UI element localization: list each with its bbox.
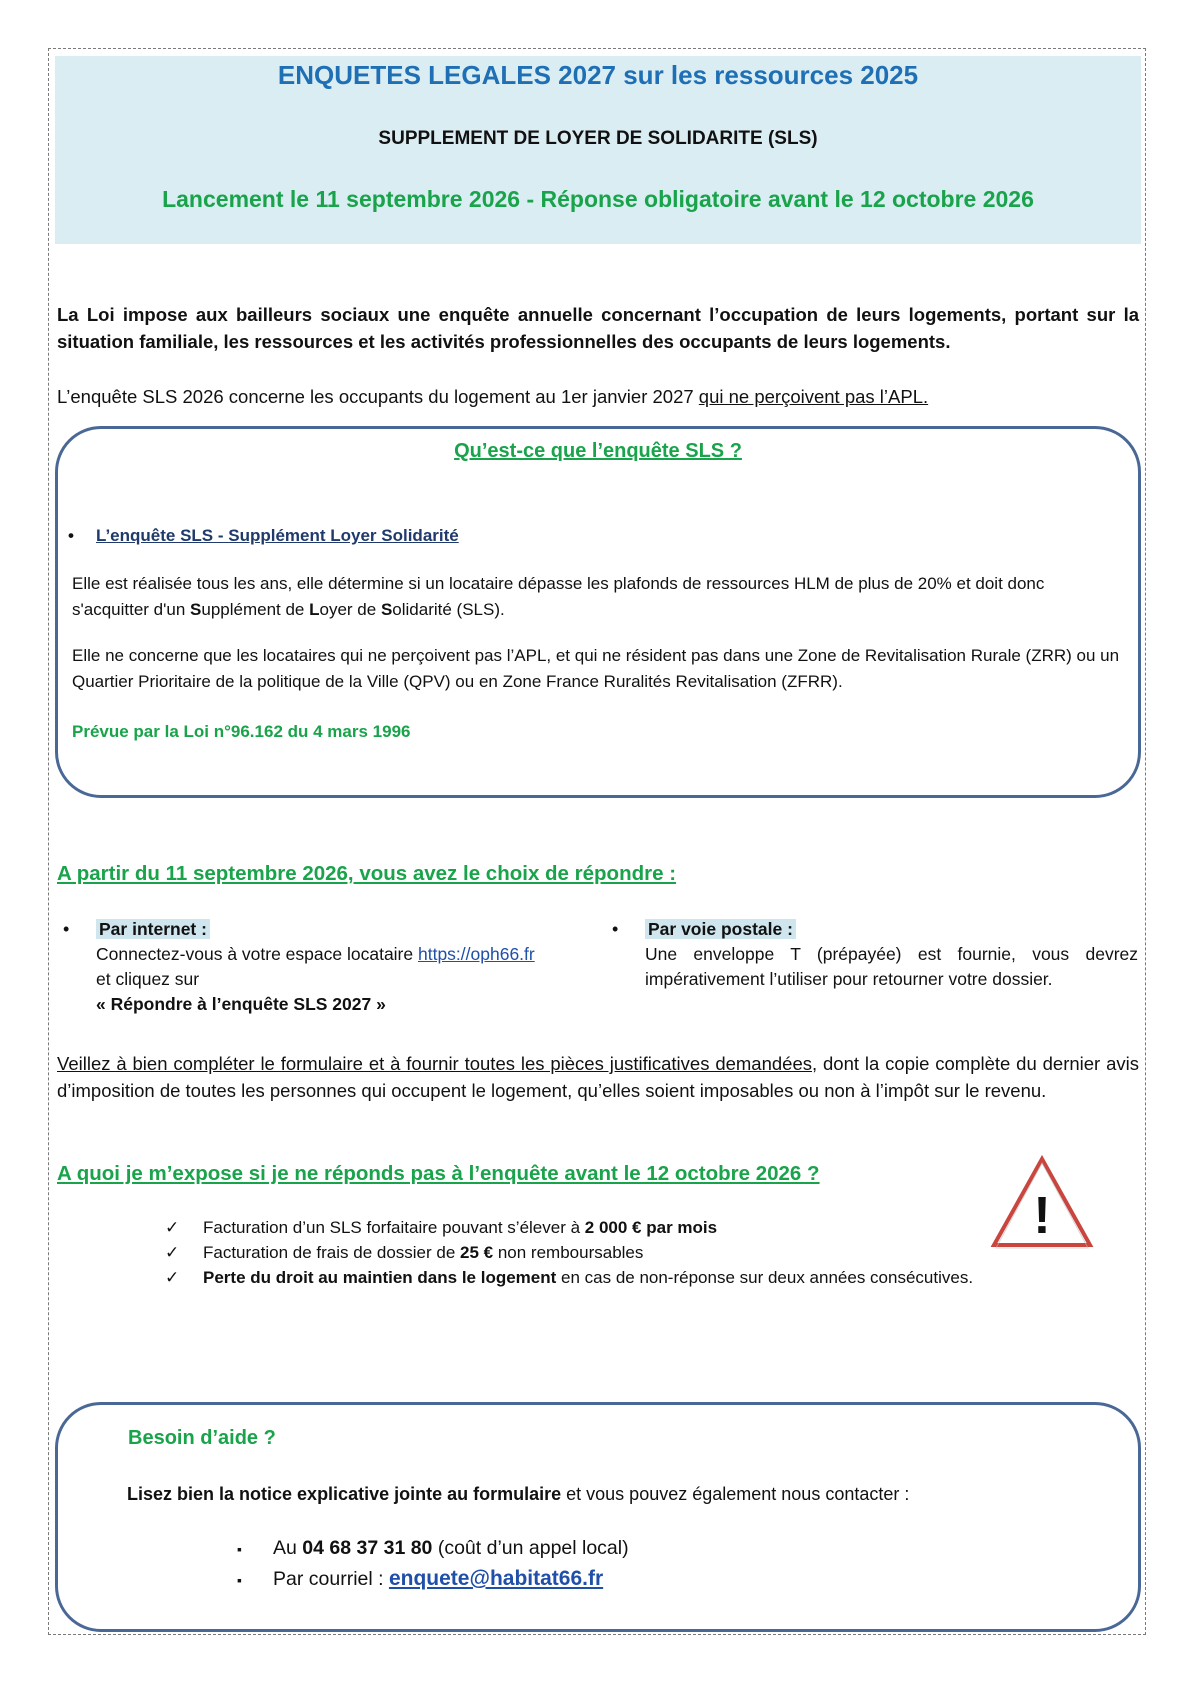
- phone-prefix: Au: [273, 1537, 303, 1559]
- mail-prefix: Par courriel :: [273, 1568, 389, 1590]
- page-title: [55, 60, 1141, 91]
- para1-b: upplément de: [201, 600, 310, 619]
- sls-para2: Elle ne concerne que les locataires qui ne perçoivent pas l’APL, et qui ne résident pas dans une Zone de Revitalisation Rurale (ZRR) ou un Quartier Prioritaire de la politique de la Ville (QPV) ou en Zone France Ruralités Revitalisation (ZFRR).: [72, 646, 1120, 691]
- square-bullet-icon: ▪: [237, 1572, 242, 1588]
- risk1-b: 2 000 € par mois: [584, 1218, 718, 1237]
- internet-line2: et cliquez sur: [96, 969, 200, 989]
- para1-s2: S: [380, 600, 393, 619]
- phone-suffix: (coût d’un appel local): [432, 1537, 629, 1559]
- internet-label: Par internet :: [96, 919, 210, 939]
- help-title: Besoin d’aide ?: [128, 1427, 276, 1449]
- help-notice: [127, 1481, 909, 1507]
- risks-list: [165, 1215, 1025, 1290]
- postal-label: Par voie postale :: [645, 919, 796, 939]
- internet-line3: « Répondre à l’enquête SLS 2027 »: [96, 994, 386, 1014]
- law-reference: Prévue par la Loi n°96.162 du 4 mars 1996: [72, 722, 411, 741]
- email-link[interactable]: enquete@habitat66.fr: [388, 1567, 604, 1590]
- svg-text:!: !: [1033, 1187, 1051, 1245]
- contact-list: [237, 1534, 629, 1595]
- risk1-a: Facturation d’un SLS forfaitaire pouvant s’élever à: [203, 1218, 585, 1237]
- concern-text: L’enquête SLS 2026 concerne les occupants du logement au 1er janvier 2027: [57, 386, 699, 407]
- risk3-b: en cas de non-réponse sur deux années consécutives.: [556, 1268, 974, 1287]
- bullet-icon: •: [612, 919, 619, 939]
- sls-bullet-item: [68, 523, 1118, 549]
- notice-bold: Lisez bien la notice explicative jointe au formulaire: [127, 1484, 562, 1504]
- documents-underlined: Veillez à bien compléter le formulaire et à fournir toutes les pièces justificatives demandées: [57, 1053, 812, 1074]
- postal-text: Une enveloppe T (prépayée) est fournie, vous devrez impérativement l’utiliser pour retourner votre dossier.: [645, 944, 1138, 989]
- para1-l: L: [309, 600, 320, 619]
- para1-s: S: [190, 600, 202, 619]
- concern-underlined: qui ne perçoivent pas l’APL.: [698, 386, 929, 407]
- risk-item: [165, 1215, 1025, 1240]
- phone-number[interactable]: 04 68 37 31 80: [302, 1537, 433, 1559]
- internet-option: [63, 917, 91, 942]
- sls-box-title: Qu’est-ce que l’enquête SLS ?: [454, 440, 742, 462]
- risk-item: [165, 1240, 1025, 1265]
- risk2-c: non remboursables: [493, 1243, 644, 1262]
- para1-d: olidarité (SLS).: [392, 600, 505, 619]
- notice-rest: et vous pouvez également nous contacter :: [561, 1484, 910, 1504]
- internet-block: [96, 917, 566, 1017]
- page-frame: [48, 48, 1146, 1635]
- risk2-a: Facturation de frais de dossier de: [203, 1243, 461, 1262]
- risk2-b: 25 €: [460, 1243, 494, 1262]
- para1-a: Elle est réalisée tous les ans, elle détermine si un locataire dépasse les plafonds de ressources HLM de plus de 20% et doit donc s'acquitter d'un: [72, 574, 1045, 619]
- square-bullet-icon: ▪: [237, 1541, 242, 1557]
- risk3-a: Perte du droit au maintien dans le logement: [203, 1268, 557, 1287]
- choice-title: A partir du 11 septembre 2026, vous avez le choix de répondre :: [57, 862, 677, 885]
- bullet-icon: •: [63, 919, 70, 939]
- risks-title: A quoi je m’expose si je ne réponds pas à l’enquête avant le 12 octobre 2026 ?: [57, 1162, 820, 1185]
- documents-rest: , dont la copie complète du dernier avis d’imposition de toutes les personnes qui occupent le logement, qu’elles soient imposables ou non à l’impôt sur le revenu.: [57, 1053, 1139, 1101]
- check-icon: ✓: [165, 1243, 180, 1262]
- risk-item: [165, 1265, 1025, 1290]
- sls-link[interactable]: L’enquête SLS - Supplément Loyer Solidarité: [96, 526, 459, 545]
- page-subtitle: SUPPLEMENT DE LOYER DE SOLIDARITE (SLS): [378, 128, 818, 149]
- sls-para1: [72, 571, 1122, 623]
- launch-dates: Lancement le 11 septembre 2026 - Réponse obligatoire avant le 12 octobre 2026: [162, 186, 1034, 212]
- intro-paragraph: La Loi impose aux bailleurs sociaux une enquête annuelle concernant l’occupation de leurs logements, portant sur la situation familiale, les ressources et les activités professionnelles des occupants de leurs logements.: [57, 304, 1139, 352]
- title-part1: ENQUETES LEGALES 2027: [277, 60, 616, 90]
- contact-phone: [237, 1534, 629, 1564]
- title-part2: sur les ressources 2025: [616, 60, 919, 90]
- internet-line1: Connectez-vous à votre espace locataire: [96, 944, 418, 964]
- postal-block: [645, 917, 1138, 992]
- oph66-link[interactable]: https://oph66.fr: [417, 944, 535, 964]
- concern-paragraph: [57, 383, 1139, 410]
- bullet-icon: •: [68, 526, 74, 545]
- contact-mail: [237, 1564, 629, 1595]
- documents-paragraph: [57, 1050, 1139, 1104]
- para1-c: oyer de: [319, 600, 381, 619]
- check-icon: ✓: [165, 1268, 180, 1287]
- postal-option: [612, 917, 640, 942]
- check-icon: ✓: [165, 1218, 180, 1237]
- warning-triangle-icon: [990, 1155, 1094, 1256]
